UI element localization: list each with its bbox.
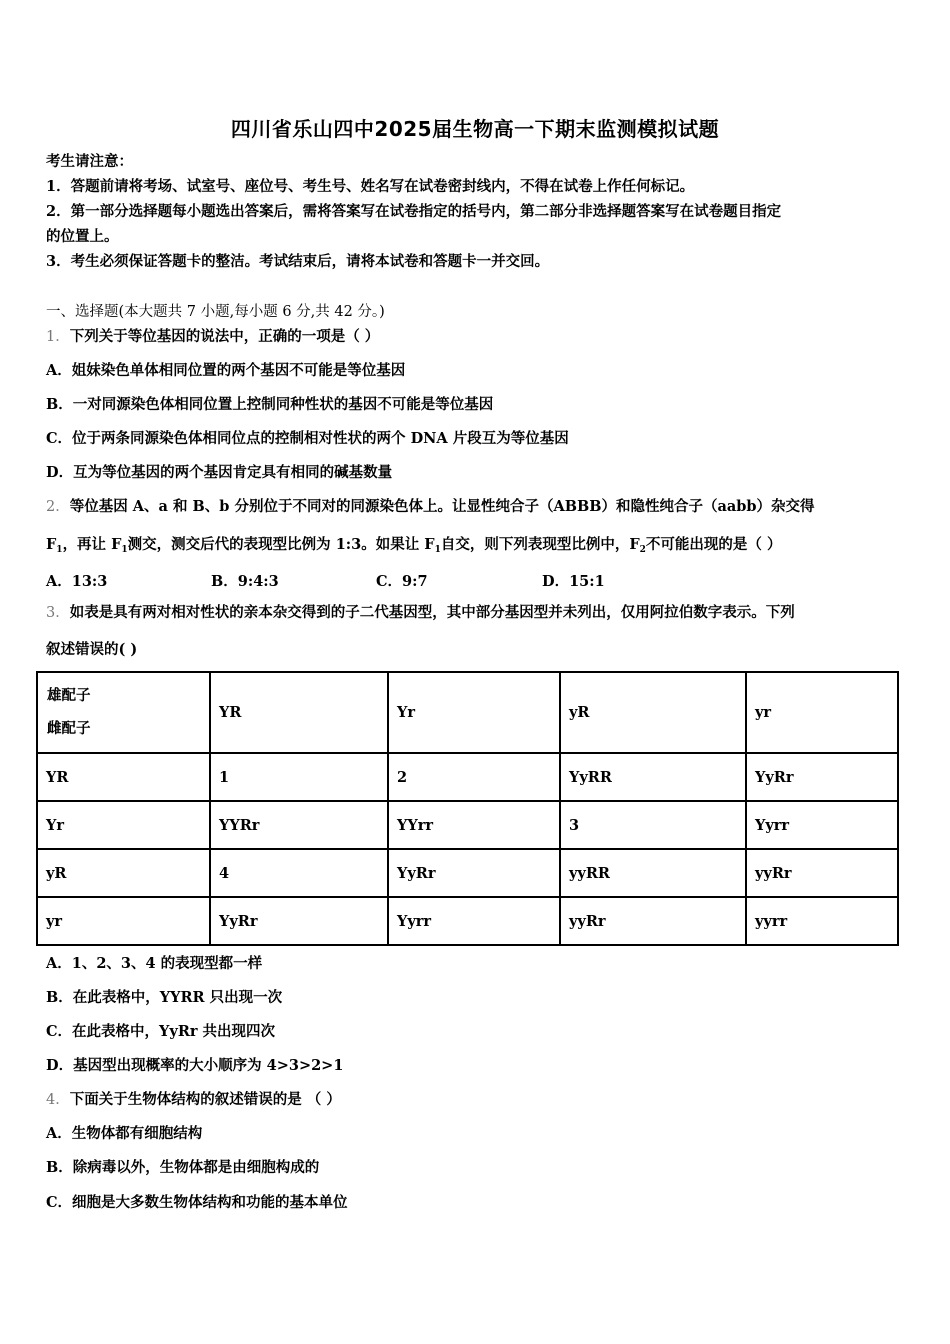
question-3 <box>46 604 795 622</box>
table-cell: yyRR <box>560 849 746 897</box>
q3-option-b: B．在此表格中，YYRR 只出现一次 <box>46 989 283 1006</box>
table-cell: 1 <box>210 753 388 801</box>
table-cell: 4 <box>210 849 388 897</box>
stem-text: 测交，测交后代的表现型比例为 1:3。如果让 F <box>127 536 435 553</box>
question-stem: 下面关于生物体结构的叙述错误的是 （ ） <box>69 1091 341 1108</box>
table-row <box>37 897 898 945</box>
notice-item-2-cont: 的位置上。 <box>46 228 119 245</box>
question-number: 4． <box>46 1092 70 1108</box>
stem-text: 不可能出现的是（ ） <box>645 536 782 553</box>
subscript: 1 <box>56 545 63 555</box>
table-header-cell: Yr <box>388 672 560 753</box>
question-3-cont: 叙述错误的( ) <box>46 641 138 658</box>
table-cell: yr <box>37 897 210 945</box>
table-header-row <box>37 672 898 753</box>
table-cell: yyRr <box>560 897 746 945</box>
question-stem: 如表是具有两对相对性状的亲本杂交得到的子二代基因型，其中部分基因型并未列出，仅用阿拉伯数字表示。下列 <box>69 604 795 621</box>
question-2 <box>46 498 815 516</box>
table-cell: yyRr <box>746 849 898 897</box>
table-row <box>37 753 898 801</box>
corner-bottom-label: 雌配子 <box>47 720 91 737</box>
question-4 <box>46 1091 341 1109</box>
section-heading: 一、选择题(本大题共 7 小题,每小题 6 分,共 42 分。) <box>46 304 385 320</box>
table-header-cell: yr <box>746 672 898 753</box>
notice-item-3: 3．考生必须保证答题卡的整洁。考试结束后，请将本试卷和答题卡一并交回。 <box>46 253 550 270</box>
q2-option-b: B．9:4:3 <box>211 573 279 590</box>
question-stem: 等位基因 A、a 和 B、b 分别位于不同对的同源染色体上。让显性纯合子（ABBB）和隐性纯合子（aabb）杂交得 <box>69 498 815 515</box>
table-cell: YyRr <box>210 897 388 945</box>
table-cell: yyrr <box>746 897 898 945</box>
table-cell: Yr <box>37 801 210 849</box>
table-cell: 3 <box>560 801 746 849</box>
q3-option-c: C．在此表格中，YyRr 共出现四次 <box>46 1023 276 1040</box>
subscript: 2 <box>639 545 646 555</box>
question-stem: 下列关于等位基因的说法中，正确的一项是（ ） <box>69 328 380 345</box>
q2-option-a: A．13:3 <box>46 573 108 590</box>
table-cell: YYrr <box>388 801 560 849</box>
table-row <box>37 801 898 849</box>
page-title: 四川省乐山四中2025届生物高一下期末监测模拟试题 <box>230 117 720 141</box>
question-1 <box>46 328 379 346</box>
q2-options <box>46 570 746 588</box>
table-cell: YR <box>37 753 210 801</box>
question-number: 3． <box>46 605 70 621</box>
q2-option-d: D．15:1 <box>542 573 605 590</box>
q2-option-c: C．9:7 <box>376 573 428 590</box>
subscript: 1 <box>434 545 441 555</box>
q4-option-b: B．除病毒以外，生物体都是由细胞构成的 <box>46 1159 320 1176</box>
notice-heading: 考生请注意： <box>46 153 133 170</box>
question-number: 2． <box>46 499 70 515</box>
table-cell: YyRr <box>388 849 560 897</box>
genotype-table <box>36 671 899 946</box>
table-header-cell: YR <box>210 672 388 753</box>
stem-text: ，再让 F <box>62 536 122 553</box>
notice-item-2: 2．第一部分选择题每小题选出答案后，需将答案写在试卷指定的括号内，第二部分非选择题答案写在试卷题目指定 <box>46 203 782 220</box>
table-cell: YYRr <box>210 801 388 849</box>
stem-text: 自交，则下列表现型比例中，F <box>440 536 640 553</box>
table-corner-cell <box>37 672 210 753</box>
table-header-cell: yR <box>560 672 746 753</box>
q1-option-a: A．姐妹染色单体相同位置的两个基因不可能是等位基因 <box>46 362 406 379</box>
table-cell: Yyrr <box>388 897 560 945</box>
q3-option-a: A．1、2、3、4 的表现型都一样 <box>46 955 263 972</box>
table-cell: 2 <box>388 753 560 801</box>
q3-option-d: D．基因型出现概率的大小顺序为 4>3>2>1 <box>46 1057 344 1074</box>
table-cell: yR <box>37 849 210 897</box>
table-cell: YyRR <box>560 753 746 801</box>
table-cell: Yyrr <box>746 801 898 849</box>
stem-text: F <box>46 536 57 553</box>
q4-option-a: A．生物体都有细胞结构 <box>46 1125 203 1142</box>
q1-option-c: C．位于两条同源染色体相同位点的控制相对性状的两个 DNA 片段互为等位基因 <box>46 430 569 447</box>
question-number: 1． <box>46 329 70 345</box>
q1-option-d: D．互为等位基因的两个基因肯定具有相同的碱基数量 <box>46 464 393 481</box>
question-2-cont <box>46 536 781 556</box>
table-row <box>37 849 898 897</box>
table-cell: YyRr <box>746 753 898 801</box>
q1-option-b: B．一对同源染色体相同位置上控制同种性状的基因不可能是等位基因 <box>46 396 494 413</box>
subscript: 1 <box>121 545 128 555</box>
q4-option-c: C．细胞是大多数生物体结构和功能的基本单位 <box>46 1194 348 1211</box>
corner-top-label: 雄配子 <box>47 687 91 704</box>
notice-item-1: 1．答题前请将考场、试室号、座位号、考生号、姓名写在试卷密封线内，不得在试卷上作任何标记。 <box>46 178 695 195</box>
